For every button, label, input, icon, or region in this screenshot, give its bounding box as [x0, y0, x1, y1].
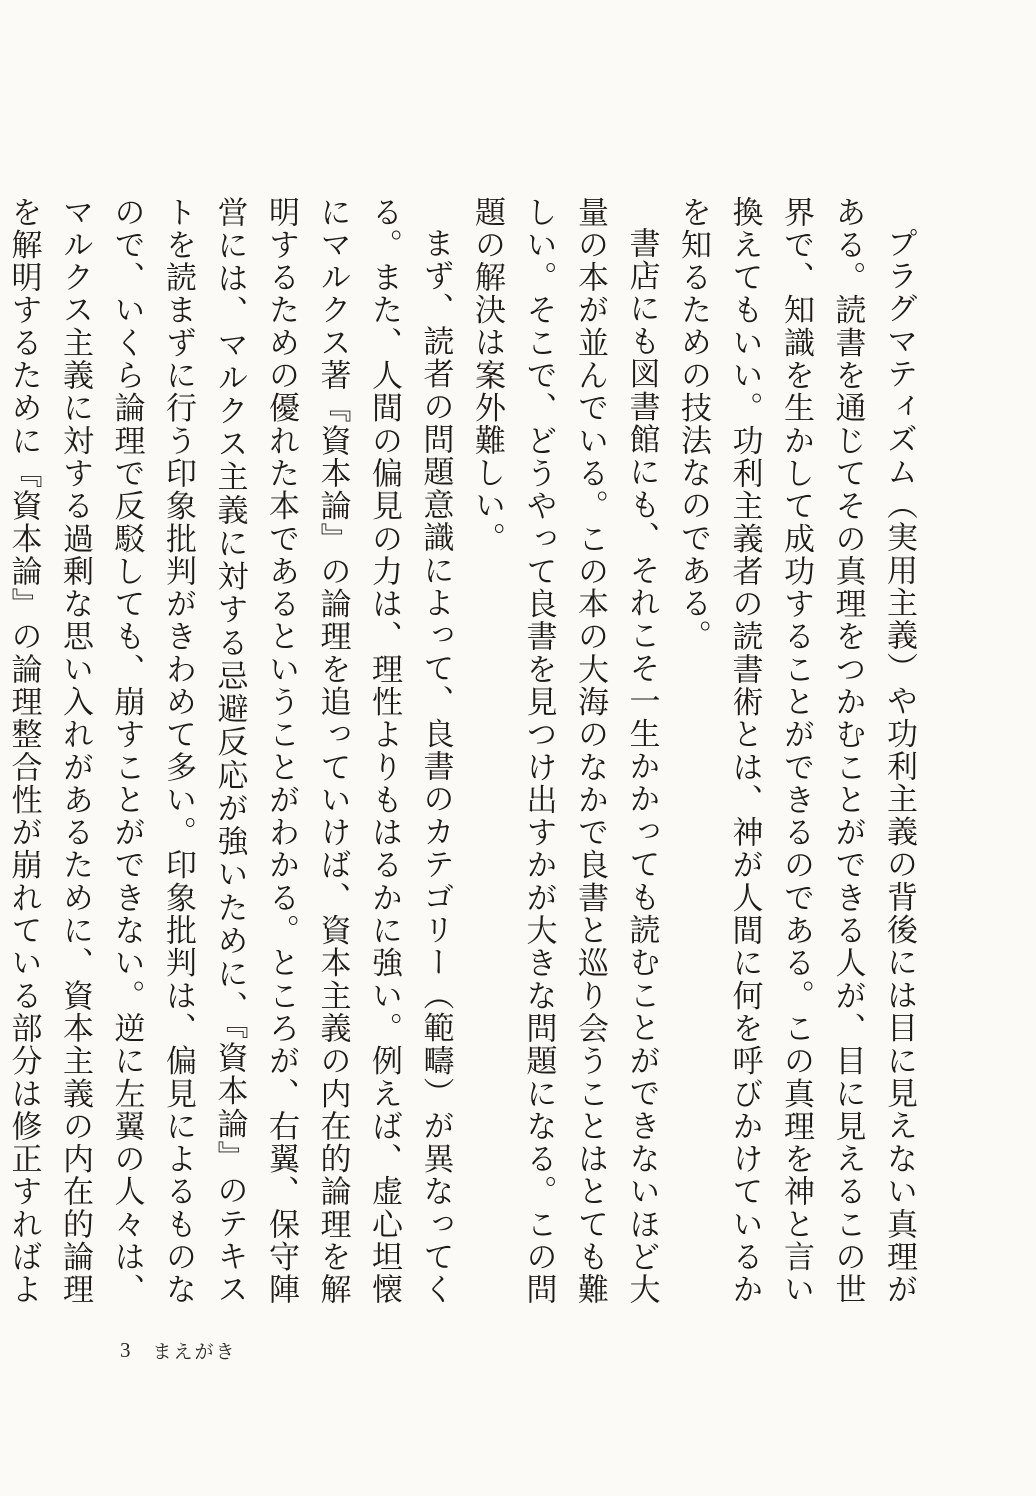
page-footer: [120, 1334, 237, 1366]
body-text: [5, 196, 924, 1306]
paragraph-pragmatism: プラグマティズム（実用主義）や功利主義の背後には目に見えない真理がある。読書を通じてその真理をつかむことができる人が、目に見えるこの世界で、知識を生かして成功することができるのである。この真理を神と言い換えてもいい。功利主義者の読書術とは、神が人間に何を呼びかけているかを知るための技法なのである。: [675, 196, 917, 1306]
running-title: まえがき: [152, 1340, 237, 1363]
paragraph-problem-awareness: まず、読者の問題意識によって、良書のカテゴリー（範疇）が異なってくる。また、人間の偏見の力は、理性よりもはるかに強い。例えば、虚心坦懐にマルクス著『資本論』の論理を追っていけば、資本主義の内在的論理を解明するための優れた本であるということがわかる。ところが、右翼、保守陣営には、マルクス主義に対する忌避反応が強いために、『資本論』のテキストを読まずに行う印象批判がきわめて多い。印象批判は、偏見によるものなので、いくら論理で反駁しても、崩すことができない。逆に左翼の人々は、マルクス主義に対する過剰な思い入れがあるために、資本主義の内在的論理を解明するために『資本論』の論理整合性が崩れている部分は修正すればよ: [5, 196, 454, 1306]
paragraph-bookstores: 書店にも図書館にも、それこそ一生かかっても読むことができないほど大量の本が並んでいる。この本の大海のなかで良書と巡り会うことはとても難しい。そこで、どうやって良書を見つけ出すかが大きな問題になる。この問題の解決は案外難しい。: [469, 196, 660, 1306]
page-number: 3: [120, 1337, 131, 1362]
